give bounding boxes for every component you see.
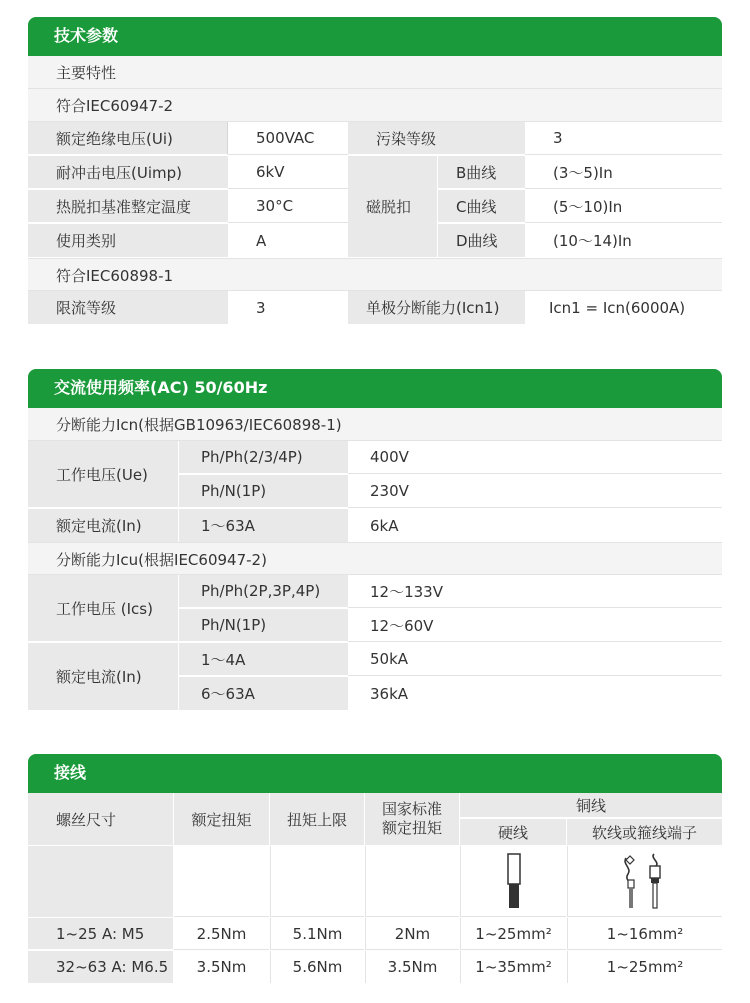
current-range: 1～63A (178, 509, 348, 542)
flex-section: 1~16mm² (567, 918, 722, 950)
spec-value: A (228, 224, 348, 257)
col-flexible: 软线或箍线端子 (567, 819, 722, 845)
spec-label: 耐冲击电压(Uimp) (28, 156, 228, 189)
col-rigid: 硬线 (460, 819, 566, 845)
icn-title: 分断能力Icn(根据GB10963/IEC60898-1) (56, 415, 342, 434)
current-range: 6～63A (178, 677, 348, 710)
spec-table (28, 122, 722, 258)
spec-label: 单极分断能力(Icn1) (348, 291, 525, 324)
col-gb-torque (365, 793, 459, 845)
standard-label: 符合IEC60898-1 (56, 266, 174, 285)
gb-torque: 3.5Nm (365, 951, 459, 983)
col-gb-line2: 额定扭矩 (381, 819, 442, 837)
col-rated-torque: 额定扭矩 (174, 793, 269, 845)
main-feature-row (28, 56, 722, 89)
spec-value: 3 (525, 122, 722, 155)
voltage-value: 400V (348, 441, 722, 474)
screw-size: 1~25 A: M5 (28, 918, 173, 950)
std-row (28, 258, 722, 291)
curve-value: (3～5)In (525, 156, 722, 189)
wiring-section (28, 754, 722, 983)
col-copper: 铜线 (460, 793, 722, 818)
section-header: 接线 (28, 754, 722, 790)
spec-value: 500VAC (228, 122, 348, 155)
voltage-type: Ph/N(1P) (178, 609, 348, 642)
ics-label: 工作电压 (Ics) (28, 575, 178, 642)
curve-value: (10～14)In (525, 224, 722, 257)
voltage-value: 12～60V (348, 609, 722, 642)
icu-table (28, 575, 722, 710)
breaking-capacity: 50kA (348, 643, 722, 676)
in-label: 额定电流(In) (28, 509, 178, 542)
curve-label: B曲线 (437, 156, 525, 189)
flexible-wire-ferrule-icon (567, 846, 722, 917)
rigid-section: 1~25mm² (460, 918, 566, 950)
std-row (28, 89, 722, 122)
in-label: 额定电流(In) (28, 643, 178, 710)
curve-label: C曲线 (437, 190, 525, 223)
spec-value: 6kV (228, 156, 348, 189)
spec-value: Icn1 = Icn(6000A) (525, 291, 722, 324)
spec-label: 热脱扣基准整定温度 (28, 190, 228, 223)
section-header: 交流使用频率(AC) 50/60Hz (28, 369, 722, 405)
tech-params-section (28, 17, 722, 324)
rated-torque: 3.5Nm (174, 951, 269, 983)
wiring-table (28, 793, 722, 983)
torque-max: 5.6Nm (270, 951, 364, 983)
standard-label: 符合IEC60947-2 (56, 96, 174, 115)
voltage-value: 12～133V (348, 575, 722, 608)
section-header: 技术参数 (28, 17, 722, 53)
spec-table (28, 291, 722, 324)
rated-torque: 2.5Nm (174, 918, 269, 950)
screw-size: 32~63 A: M6.5 (28, 951, 173, 983)
voltage-value: 230V (348, 475, 722, 508)
col-torque-max: 扭矩上限 (270, 793, 364, 845)
curve-value: (5～10)In (525, 190, 722, 223)
voltage-type: Ph/N(1P) (178, 475, 348, 508)
ue-label: 工作电压(Ue) (28, 441, 178, 508)
current-range: 1～4A (178, 643, 348, 676)
spec-value: 30°C (228, 190, 348, 223)
spec-value: 3 (228, 291, 348, 324)
voltage-type: Ph/Ph(2/3/4P) (178, 441, 348, 474)
breaking-capacity: 6kA (348, 509, 722, 542)
col-screw-size: 螺丝尺寸 (28, 793, 173, 845)
gb-torque: 2Nm (365, 918, 459, 950)
rigid-section: 1~35mm² (460, 951, 566, 983)
icu-title: 分断能力Icu(根据IEC60947-2) (56, 550, 267, 569)
spec-label: 限流等级 (28, 291, 228, 324)
spec-label: 额定绝缘电压(Ui) (28, 122, 228, 155)
ac-frequency-section (28, 369, 722, 710)
mag-trip-label: 磁脱扣 (348, 156, 437, 257)
spec-label: 污染等级 (348, 122, 525, 155)
breaking-capacity: 36kA (348, 677, 722, 710)
main-feature-label: 主要特性 (56, 63, 117, 82)
curve-label: D曲线 (437, 224, 525, 257)
torque-max: 5.1Nm (270, 918, 364, 950)
icn-title-row (28, 408, 722, 441)
spec-label: 使用类别 (28, 224, 228, 257)
flex-section: 1~25mm² (567, 951, 722, 983)
col-gb-line1: 国家标准 (381, 800, 442, 818)
rigid-wire-icon (460, 846, 566, 917)
icn-table (28, 441, 722, 542)
icu-title-row (28, 542, 722, 575)
voltage-type: Ph/Ph(2P,3P,4P) (178, 575, 348, 608)
